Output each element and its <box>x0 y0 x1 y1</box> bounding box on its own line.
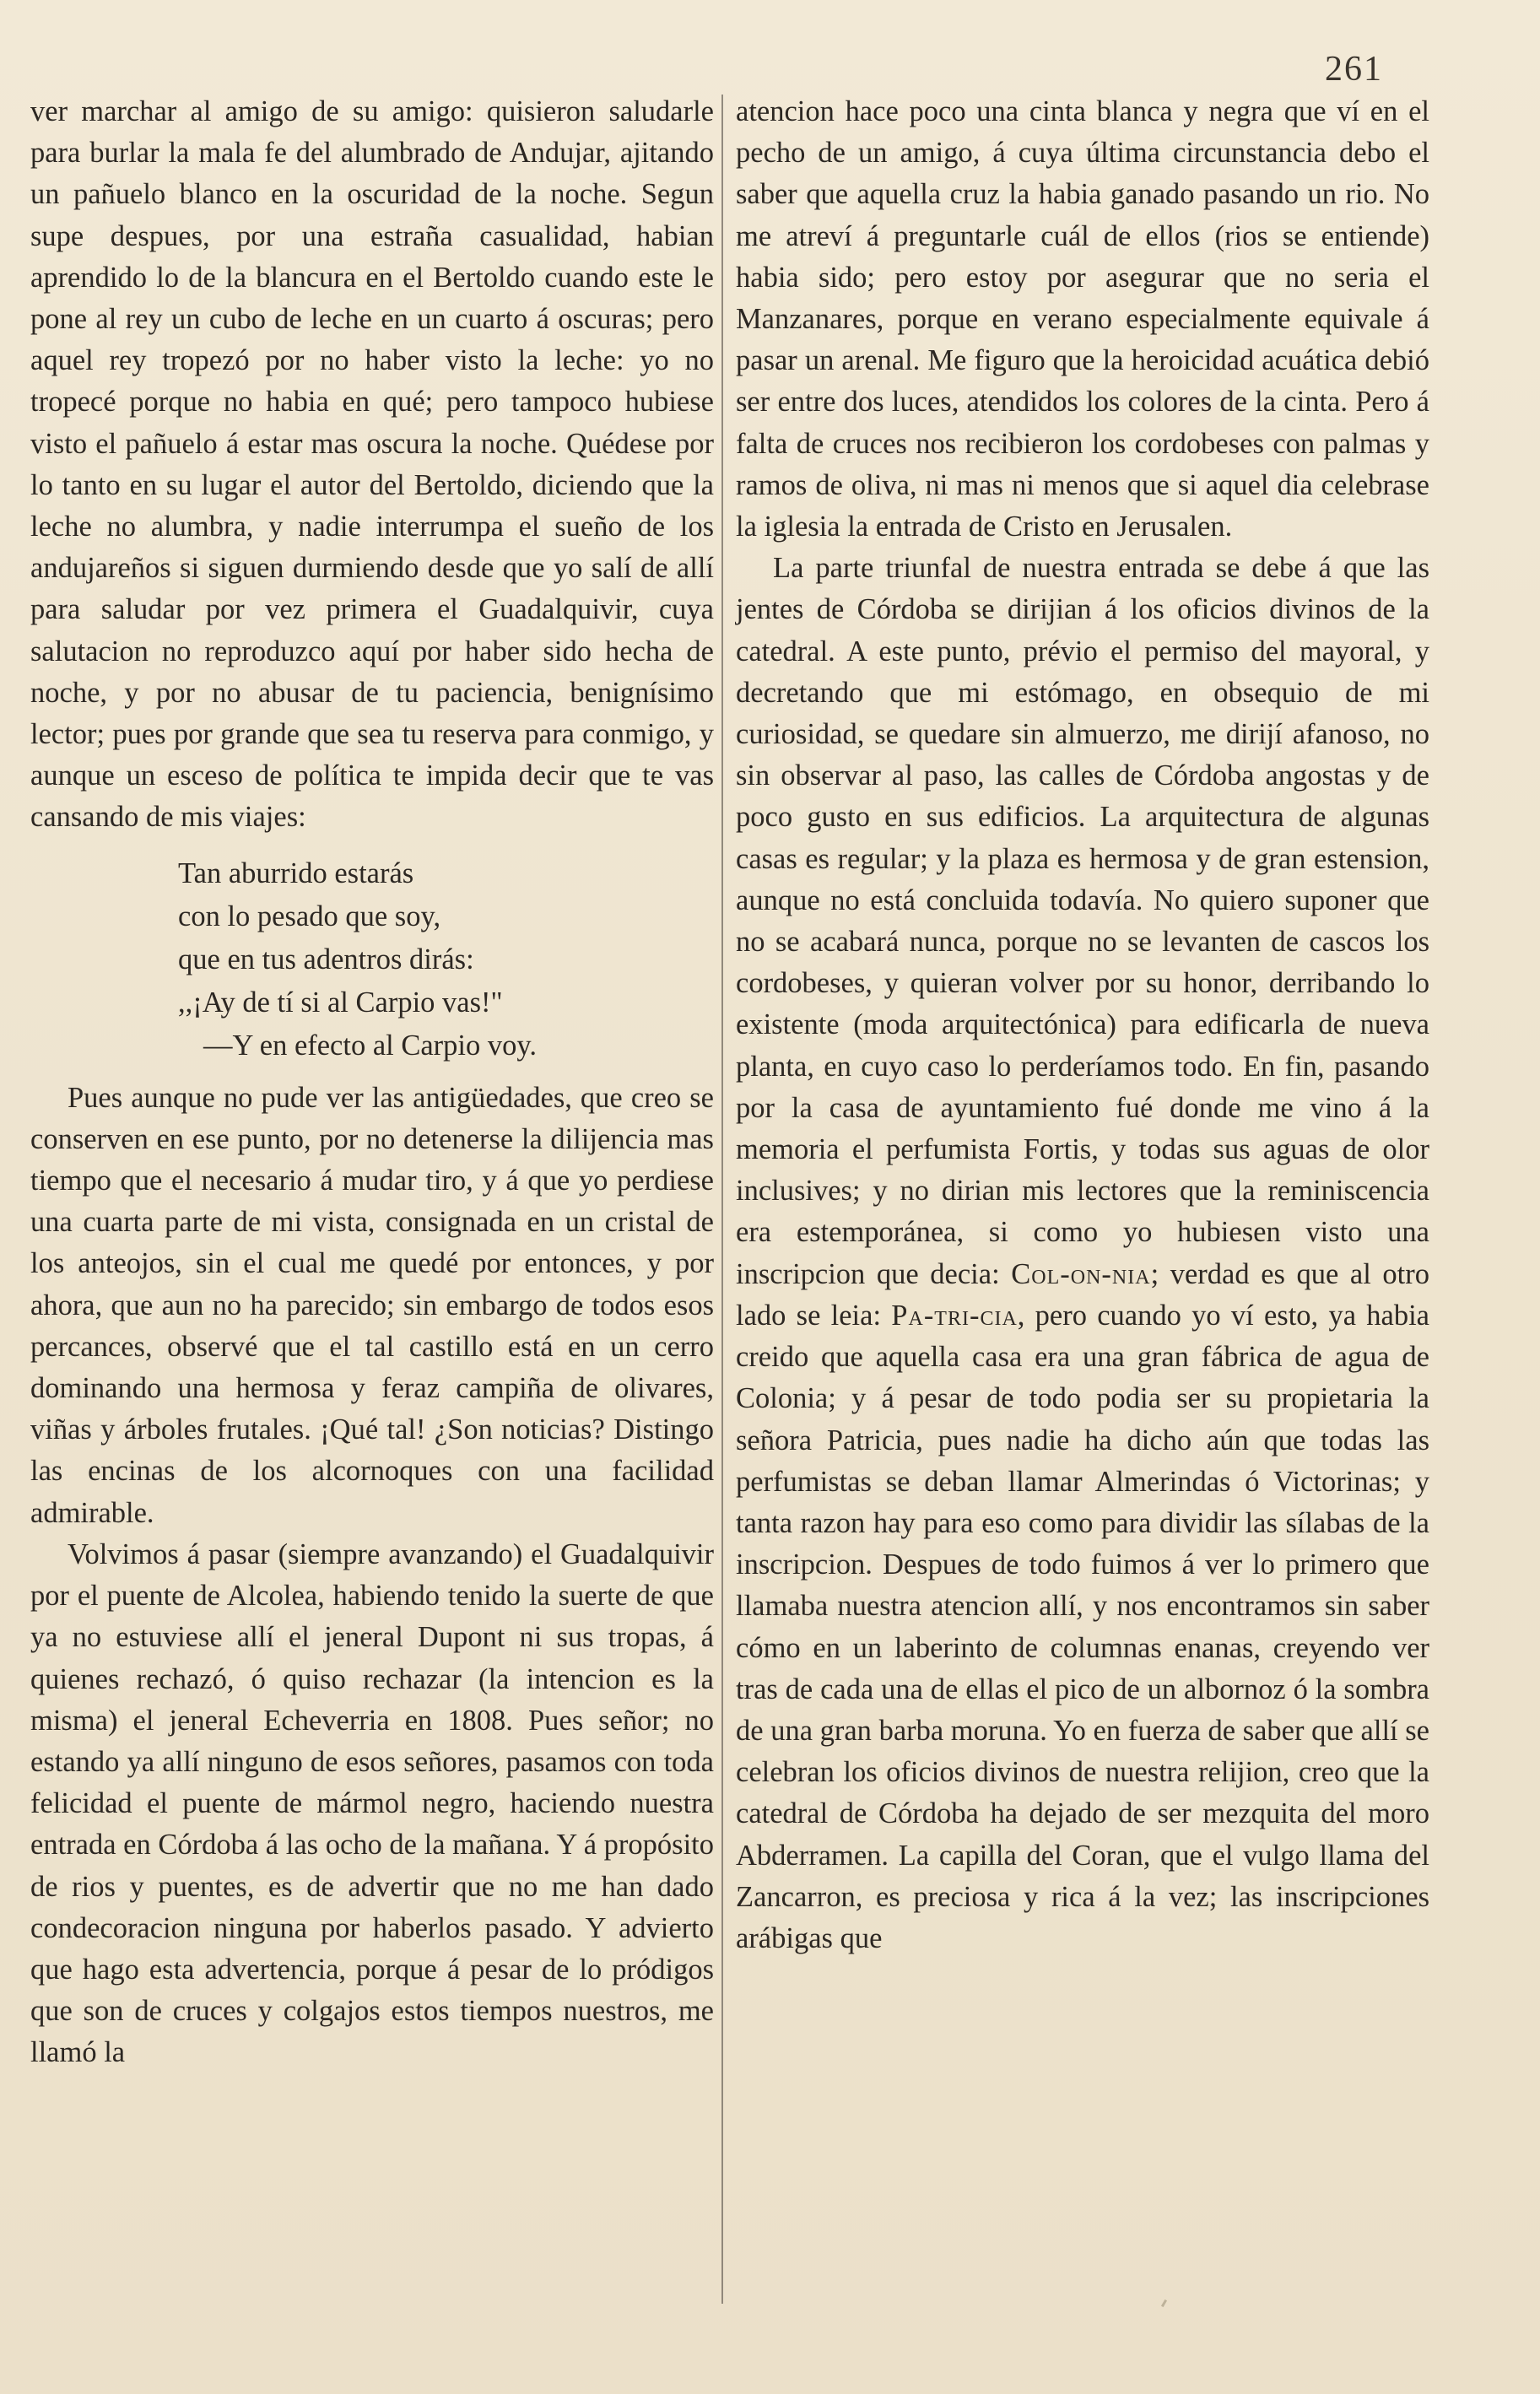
inscription-text: Col-on-nia <box>1011 1257 1151 1290</box>
left-column <box>30 91 714 2074</box>
inscription-text: Pa-tri-cia <box>891 1299 1018 1332</box>
text-run: , pero cuando yo ví esto, ya habia creido que aquella casa era una gran fábrica de agua de Colonia; y á pesar de todo podia ser su propietaria la señora Patricia, pues nadie ha dicho aún que todas las perfumistas se deban llamar Almerindas ó Victorinas; y tanta razon hay para eso como para dividir las sílabas de la inscripcion. Despues de todo fuimos á ver lo primero que llamaba nuestra atencion allí, y nos encontramos sin saber cómo en un laberinto de columnas enanas, creyendo ver tras de cada una de ellas el pico de un albornoz ó la sombra de una gran barba moruna. Yo en fuerza de saber que allí se celebran los oficios divinos de nuestra relijion, creo que la catedral de Córdoba ha dejado de ser mezquita del moro Abderramen. La capilla del Coran, que el vulgo llama del Zancarron, es preciosa y rica á la vez; las inscripciones arábigas que <box>736 1299 1429 1954</box>
paragraph: ver marchar al amigo de su amigo: quisieron saludarle para burlar la mala fe del alumbrado de Andujar, ajitando un pañuelo blanco en la oscuridad de la noche. Segun supe despues, por una estraña casualidad, habian aprendido lo de la blancura en el Bertoldo cuando este le pone al rey un cubo de leche en un cuarto á oscuras; pero aquel rey tropezó por no haber visto la leche: yo no tropecé porque no habia en qué; pero tampoco hubiese visto el pañuelo á estar mas oscura la noche. Quédese por lo tanto en su lugar el autor del Bertoldo, diciendo que la leche no alumbra, y nadie interrumpa el sueño de los andujareños si siguen durmiendo desde que yo salí de allí para saludar por vez primera el Guadalquivir, cuya salutacion no reproduzco aquí por haber sido hecha de noche, y por no abusar de tu paciencia, benignísimo lector; pues por grande que sea tu reserva para conmigo, y aunque un esceso de política te impida decir que te vas cansando de mis viajes: <box>30 95 714 834</box>
paper-speck <box>1161 2299 1167 2307</box>
right-column <box>736 91 1429 1959</box>
verse-line: que en tus adentros dirás: <box>178 943 474 975</box>
paragraph <box>736 548 1429 1959</box>
page-number: 261 <box>1325 50 1383 89</box>
paragraph: atencion hace poco una cinta blanca y negra que ví en el pecho de un amigo, á cuya última circunstancia debo el saber que aquella cruz la habia ganado pasando un rio. No me atreví á preguntarle cuál de ellos (rios se entiende) habia sido; pero estoy por asegurar que no seria el Manzanares, porque en verano especialmente equivale á pasar un arenal. Me figuro que la heroicidad acuática debió ser entre dos luces, atendidos los colores de la cinta. Pero á falta de cruces nos recibieron los cordobeses con palmas y ramos de oliva, ni mas ni menos que si aquel dia celebrase la iglesia la entrada de Cristo en Jerusalen. <box>736 95 1429 543</box>
paragraph: Pues aunque no pude ver las antigüedades, que creo se conserven en ese punto, por no detenerse la dilijencia mas tiempo que el necesario á mudar tiro, y á que yo perdiese una cuarta parte de mi vista, consignada en un cristal de los anteojos, sin el cual me quedé por entonces, y por ahora, que aun no ha parecido; sin embargo de todos esos percances, observé que el tal castillo está en un cerro dominando una hermosa y feraz campiña de olivares, viñas y árboles frutales. ¡Qué tal! ¿Son noticias? Distingo las encinas de los alcornoques con una facilidad admirable. <box>30 1081 714 1529</box>
text-run: ; verdad es que al otro lado se leia: <box>736 1257 1429 1332</box>
verse-line: —Y en efecto al Carpio voy. <box>203 1029 538 1062</box>
text-run: La parte triunfal de nuestra entrada se debe á que las jentes de Córdoba se dirijian á los oficios divinos de la catedral. A este punto, prévio el permiso del mayoral, y decretando que mi estómago, en obsequio de mi curiosidad, se quedare sin almuerzo, me dirijí afanoso, no sin observar al paso, las calles de Córdoba angostas y de poco gusto en sus edificios. La arquitectura de algunas casas es regular; y la plaza es hermosa y de gran estension, aunque no está concluida todavía. No quiero suponer que no se acabará nunca, porque no se levanten de cascos los cordobeses, y quieran volver por su honor, derribando lo existente (moda arquitectónica) para edificarla de nueva planta, en cuyo caso lo perderíamos todo. En fin, pasando por la casa de ayuntamiento fué donde me vino á la memoria el perfumista Fortis, y todas sus aguas de olor inclusives; y no dirian mis lectores que la reminiscencia era estemporánea, si como yo hubiesen visto una inscripcion que decia: <box>736 552 1429 1290</box>
verse-line: Tan aburrido estarás <box>178 857 414 889</box>
column-divider <box>721 95 723 2304</box>
paragraph: Volvimos á pasar (siempre avanzando) el Guadalquivir por el puente de Alcolea, habiendo tenido la suerte de que ya no estuviese allí el jeneral Dupont ni sus tropas, á quienes rechazó, ó quiso rechazar (la intencion es la misma) el jeneral Echeverria en 1808. Pues señor; no estando ya allí ninguno de esos señores, pasamos con toda felicidad el puente de mármol negro, haciendo nuestra entrada en Córdoba á las ocho de la mañana. Y á propósito de rios y puentes, es de advertir que no me han dado condecoracion ninguna por haberlos pasado. Y advierto que hago esta advertencia, porque á pesar de lo pródigos que son de cruces y colgajos estos tiempos nuestros, me llamó la <box>30 1537 714 2069</box>
verse-line: ,,¡Ay de tí si al Carpio vas!" <box>178 986 503 1019</box>
verse-stanza <box>178 852 714 1067</box>
verse-line: con lo pesado que soy, <box>178 900 441 932</box>
